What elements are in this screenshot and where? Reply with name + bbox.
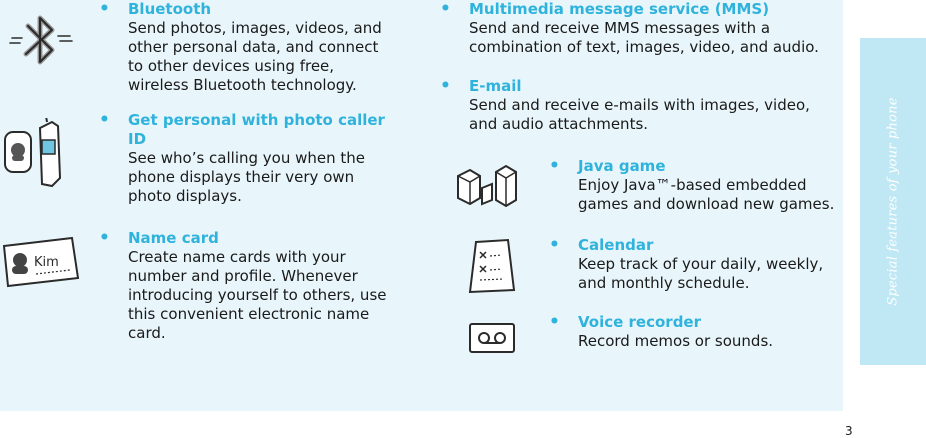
feature-desc: Record memos or sounds. xyxy=(578,332,774,350)
feature-title: • Bluetooth xyxy=(128,0,398,19)
feature-desc: Enjoy Java™-based embedded games and download new games. xyxy=(578,176,835,213)
feature-title: • Voice recorder xyxy=(578,313,840,332)
feature-java-game xyxy=(578,157,840,214)
voice-recorder-icon xyxy=(466,320,518,356)
name-card-art-text: Kim xyxy=(34,255,59,270)
photo-caller-icon xyxy=(2,118,66,190)
feature-name-card xyxy=(128,229,400,343)
feature-mms xyxy=(469,0,819,57)
feature-title: • E-mail xyxy=(469,77,841,96)
feature-title: • Get personal with photo caller ID xyxy=(128,111,390,149)
feature-calendar xyxy=(578,236,840,293)
feature-desc: See who’s calling you when the phone displays their very own photo displays. xyxy=(128,149,366,205)
feature-email xyxy=(469,77,841,134)
side-tab-label: Special features of your phone xyxy=(885,97,901,306)
feature-title: • Multimedia message service (MMS) xyxy=(469,0,819,19)
side-tab-label-wrap xyxy=(860,38,926,365)
feature-desc: Send and receive e-mails with images, video, and audio attachments. xyxy=(469,96,810,133)
feature-title: • Java game xyxy=(578,157,840,176)
page-number: 3 xyxy=(845,424,853,438)
feature-title: • Name card xyxy=(128,229,400,248)
java-game-icon xyxy=(452,160,522,208)
bluetooth-icon xyxy=(4,10,78,70)
feature-desc: Send and receive MMS messages with a combination of text, images, video, and audio. xyxy=(469,19,819,56)
feature-photo-caller-id xyxy=(128,111,390,206)
feature-title: • Calendar xyxy=(578,236,840,255)
feature-bluetooth xyxy=(128,0,398,95)
feature-desc: Send photos, images, videos, and other personal data, and connect to other devices using free, wireless Bluetooth technology. xyxy=(128,19,382,94)
name-card-icon xyxy=(0,234,80,290)
feature-desc: Keep track of your daily, weekly, and monthly schedule. xyxy=(578,255,824,292)
calendar-icon xyxy=(466,236,518,296)
feature-desc: Create name cards with your number and profile. Whenever introducing yourself to others, use this convenient electronic name card. xyxy=(128,248,387,342)
feature-voice-recorder xyxy=(578,313,840,351)
